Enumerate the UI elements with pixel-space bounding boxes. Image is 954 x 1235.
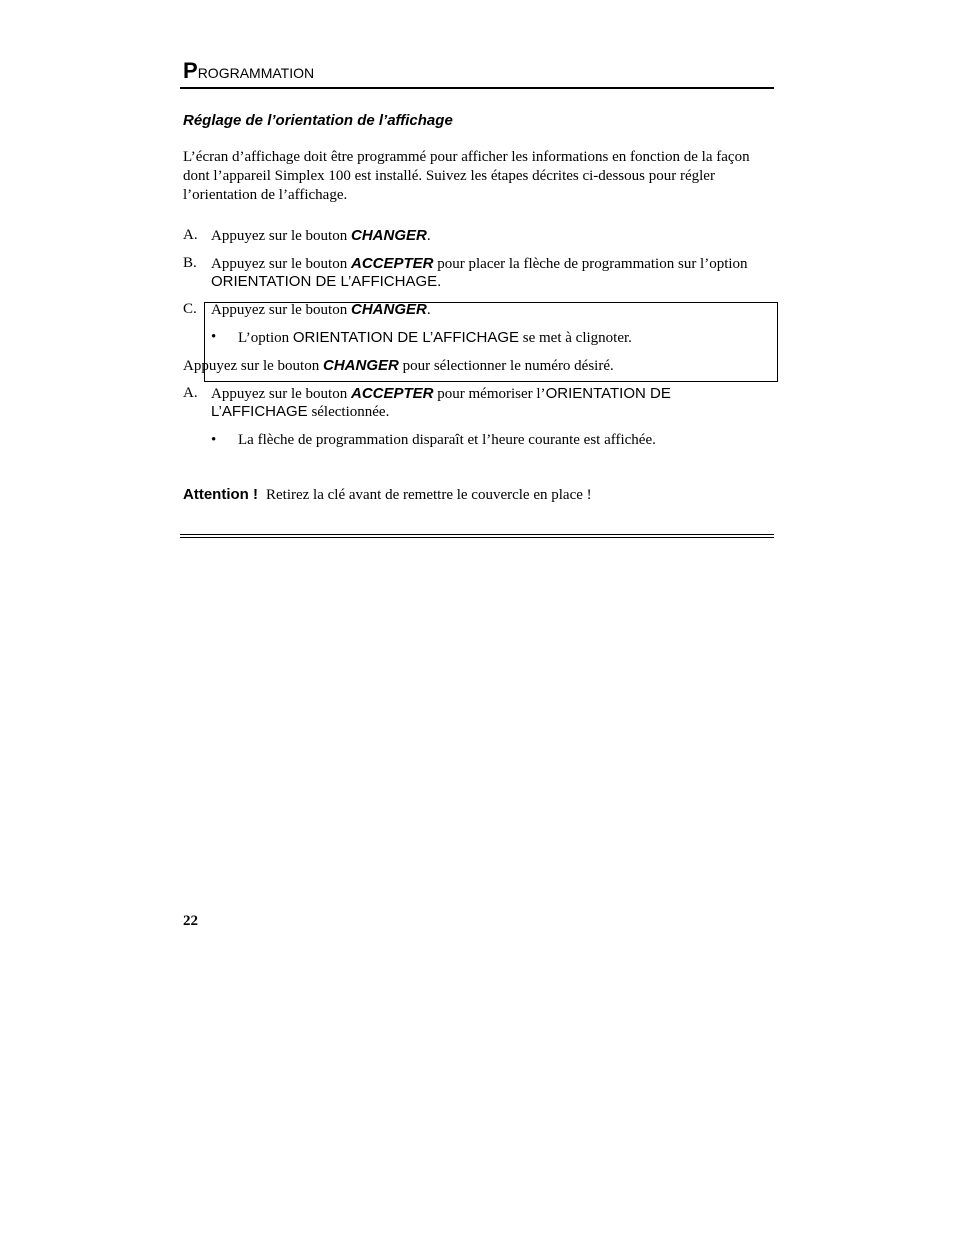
step-text-pre: Appuyez sur le bouton — [211, 228, 351, 244]
button-name: CHANGER — [350, 301, 427, 318]
step-text-post: . — [426, 302, 431, 318]
bullet-mark: • — [211, 329, 217, 345]
attention-text: Retirez la clé avant de remettre le couvercle en place ! — [266, 487, 592, 503]
option-name: ORIENTATION DE L’AFFICHAGE. — [211, 273, 442, 290]
subtitle: Réglage de l’orientation de l’affichage — [183, 112, 453, 129]
step-letter: A. — [183, 227, 198, 243]
step-text-pre: Appuyez sur le bouton — [211, 302, 351, 318]
bullet-text-post: se met à clignoter. — [519, 330, 632, 346]
step-letter: B. — [183, 255, 197, 271]
step-text — [211, 227, 431, 245]
button-name: ACCEPTER — [350, 385, 434, 402]
step-text-post: sélectionnée. — [307, 404, 390, 420]
bullet-text: La flèche de programmation disparaît et l’heure courante est affichée. — [238, 432, 656, 448]
bullet-mark: • — [211, 432, 217, 448]
section-header-rest: ROGRAMMATION — [197, 65, 315, 81]
step-text — [211, 385, 671, 403]
header-rule — [180, 87, 774, 89]
step-text-pre: Appuyez sur le bouton — [183, 358, 323, 374]
step-text-mid: pour mémoriser l’ — [433, 386, 546, 402]
step-text-post: . — [426, 228, 431, 244]
page-number: 22 — [183, 913, 198, 929]
footer-rule — [180, 534, 774, 535]
step-text-continued — [211, 403, 389, 421]
step-letter: C. — [183, 301, 197, 317]
step-text — [211, 255, 748, 273]
step-text — [211, 301, 431, 319]
option-name: ORIENTATION DE — [545, 385, 671, 402]
button-name: CHANGER — [350, 227, 427, 244]
footer-rule — [180, 537, 774, 538]
step-text-post: pour placer la flèche de programmation sur l’option — [433, 256, 748, 272]
step-letter: A. — [183, 385, 198, 401]
button-name: CHANGER — [322, 357, 399, 374]
intro-line: l’orientation de l’affichage. — [183, 187, 348, 203]
intro-paragraph — [183, 148, 775, 205]
step-text-pre: Appuyez sur le bouton — [211, 386, 351, 402]
button-name: ACCEPTER — [350, 255, 434, 272]
attention-label: Attention ! — [183, 486, 258, 503]
section-header — [183, 60, 314, 84]
step-text-pre: Appuyez sur le bouton — [211, 256, 351, 272]
bullet-text — [238, 329, 632, 347]
step-text — [183, 357, 614, 375]
bullet-text-pre: L’option — [238, 330, 293, 346]
intro-line: dont l’appareil Simplex 100 est installé. Suivez les étapes décrites ci-dessous pour régler — [183, 168, 715, 184]
option-name: L’AFFICHAGE — [211, 403, 308, 420]
section-header-initial: P — [183, 58, 198, 83]
option-name: ORIENTATION DE L’AFFICHAGE — [292, 329, 520, 346]
intro-line: L’écran d’affichage doit être programmé pour afficher les informations en fonction de la façon — [183, 149, 750, 165]
step-text-post: pour sélectionner le numéro désiré. — [398, 358, 614, 374]
